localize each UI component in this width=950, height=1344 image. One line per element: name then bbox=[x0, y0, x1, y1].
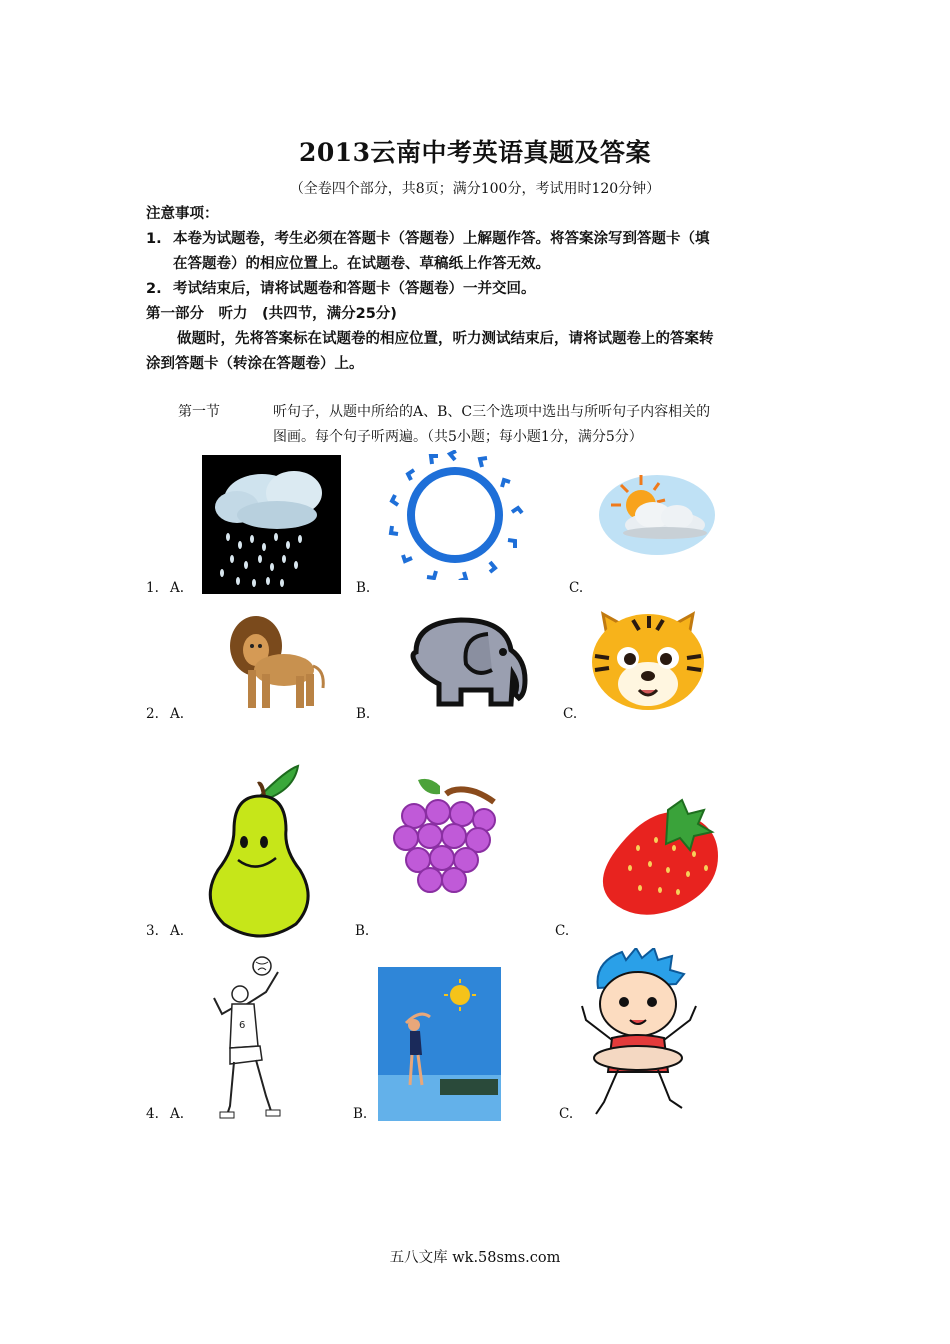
rain-cloud-icon bbox=[202, 455, 341, 594]
part1-instruction-line1: 做题时，先将答案标在试题卷的相应位置，听力测试结束后，请将试题卷上的答案转 bbox=[177, 331, 714, 347]
question-4-option-a: A. bbox=[170, 1106, 185, 1122]
question-2-option-a: A. bbox=[170, 706, 185, 722]
sun-behind-cloud-icon bbox=[595, 455, 725, 593]
lion-icon bbox=[218, 608, 328, 716]
question-1-option-b: B. bbox=[356, 580, 371, 596]
question-3-option-c: C. bbox=[555, 923, 570, 939]
page-title: 2013云南中考英语真题及答案 bbox=[298, 138, 652, 167]
question-3-number: 3. bbox=[146, 923, 159, 939]
question-4-option-b: B. bbox=[353, 1106, 368, 1122]
notice-item1-num: 1. bbox=[146, 231, 162, 247]
question-3-option-a: A. bbox=[170, 923, 185, 939]
svg-text:6: 6 bbox=[239, 1020, 246, 1031]
notice-item2-line1: 考试结束后，请将试题卷和答题卡（答题卷）一并交回。 bbox=[173, 281, 536, 297]
footer-watermark: 五八文库 wk.58sms.com bbox=[389, 1250, 561, 1266]
part1-instruction-line2: 涂到答题卡（转涂在答题卷）上。 bbox=[146, 356, 364, 372]
strawberry-icon bbox=[598, 798, 728, 916]
question-2-option-c: C. bbox=[563, 706, 578, 722]
question-4-option-c: C. bbox=[559, 1106, 574, 1122]
notice-item1-line2: 在答题卷）的相应位置上。在试题卷、草稿纸上作答无效。 bbox=[173, 256, 550, 272]
sun-icon bbox=[380, 450, 530, 580]
question-2-option-b: B. bbox=[356, 706, 371, 722]
part1-heading: 第一部分 听力 (共四节，满分25分) bbox=[146, 306, 397, 322]
elephant-icon bbox=[388, 612, 540, 720]
notice-heading: 注意事项： bbox=[146, 206, 219, 222]
section1-desc-line2: 图画。每个句子听两遍。（共5小题；每小题1分，满分5分） bbox=[273, 429, 643, 445]
grapes-icon bbox=[386, 766, 506, 906]
diver-icon bbox=[378, 967, 501, 1121]
question-1-option-a: A. bbox=[170, 580, 185, 596]
notice-item2-num: 2. bbox=[146, 281, 162, 297]
notice-item1-line1: 本卷为试题卷，考生必须在答题卡（答题卷）上解题作答。将答案涂写到答题卡（填 bbox=[173, 231, 710, 247]
question-3-option-b: B. bbox=[355, 923, 370, 939]
pear-icon bbox=[198, 762, 322, 942]
section1-label: 第一节 bbox=[178, 404, 220, 420]
question-4-number: 4. bbox=[146, 1106, 159, 1122]
tiger-icon bbox=[583, 596, 713, 720]
question-1-option-c: C. bbox=[569, 580, 584, 596]
question-2-number: 2. bbox=[146, 706, 159, 722]
page-subtitle: （全卷四个部分，共8页；满分100分，考试用时120分钟） bbox=[289, 181, 661, 197]
question-1-number: 1. bbox=[146, 580, 159, 596]
volleyball-player-icon bbox=[204, 952, 314, 1124]
swimming-boy-icon bbox=[578, 948, 704, 1120]
section1-desc-line1: 听句子，从题中所给的A、B、C三个选项中选出与所听句子内容相关的 bbox=[273, 404, 711, 420]
